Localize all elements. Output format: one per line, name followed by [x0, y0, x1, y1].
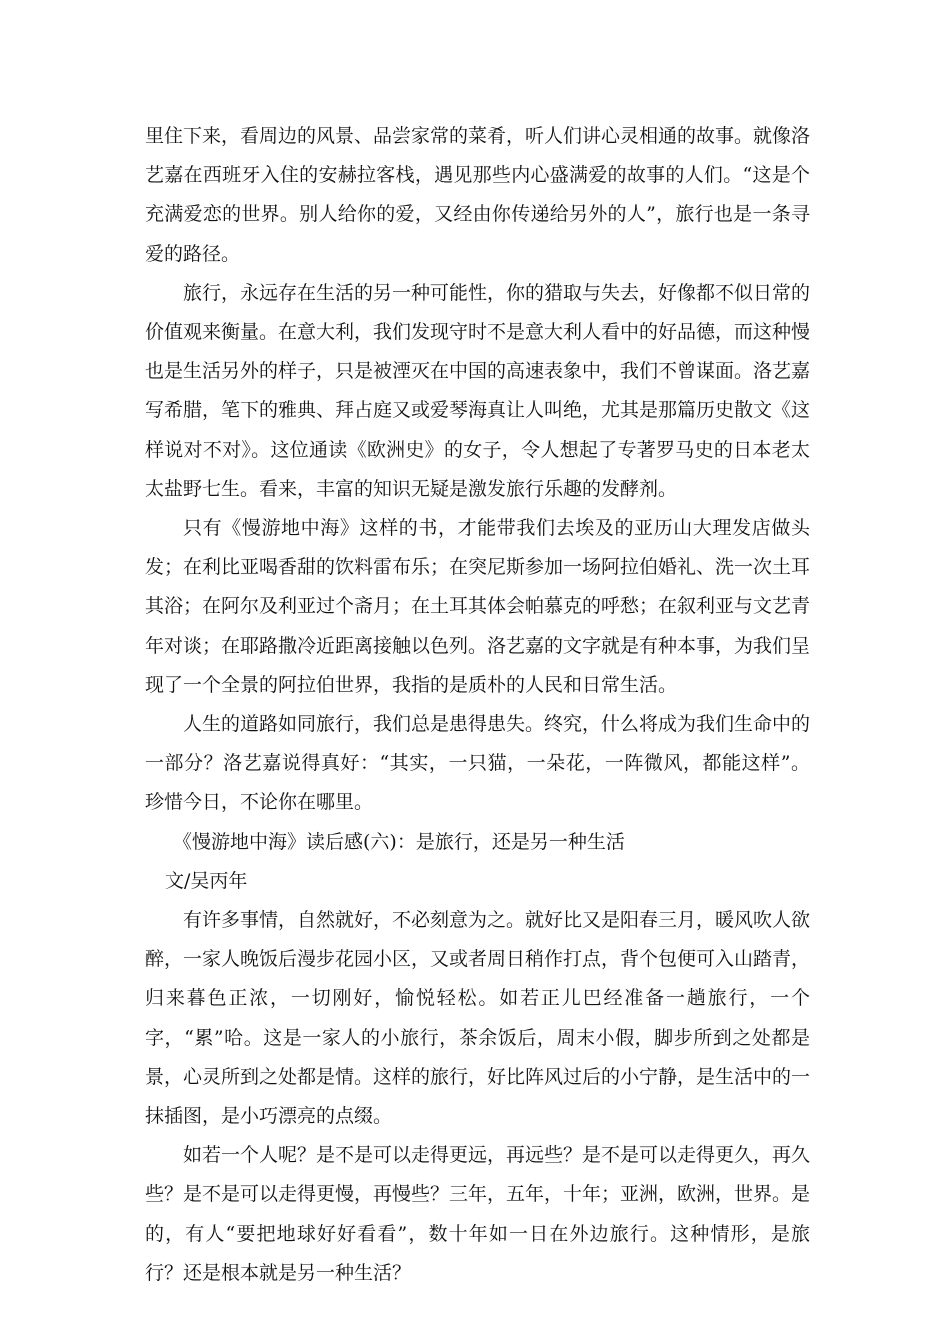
- paragraph-2: 旅行，永远存在生活的另一种可能性，你的猎取与失去，好像都不似日常的价值观来衡量。在意大利，我们发现守时不是意大利人看中的好品德，而这种慢也是生活另外的样子，只是被湮灭在中国的高速表象中，我们不曾谋面。洛艺嘉写希腊，笔下的雅典、拜占庭又或爱琴海真让人叫绝，尤其是那篇历史散文《这样说对不对》。这位通读《欧洲史》的女子，令人想起了专著罗马史的日本老太太盐野七生。看来，丰富的知识无疑是激发旅行乐趣的发酵剂。: [145, 281, 811, 500]
- paragraph-4: 人生的道路如同旅行，我们总是患得患失。终究，什么将成为我们生命中的一部分？洛艺嘉说得真好：“其实，一只猫，一朵花，一阵微风，都能这样”。珍惜今日，不论你在哪里。: [145, 713, 811, 814]
- paragraph-6: 如若一个人呢？是不是可以走得更远，再远些？是不是可以走得更久，再久些？是不是可以走得更慢，再慢些？三年，五年，十年；亚洲，欧洲，世界。是的，有人“要把地球好好看看”，数十年如一日在外边旅行。这种情形，是旅行？还是根本就是另一种生活？: [145, 1144, 811, 1284]
- paragraph-1: 里住下来，看周边的风景、品尝家常的菜肴，听人们讲心灵相通的故事。就像洛艺嘉在西班牙入住的安赫拉客栈，遇见那些内心盛满爱的故事的人们。“这是个充满爱恋的世界。别人给你的爱，又经由你传递给另外的人”，旅行也是一条寻爱的路径。: [145, 125, 811, 265]
- article-body: [145, 117, 810, 1293]
- paragraph-5: 有许多事情，自然就好，不必刻意为之。就好比又是阳春三月，暖风吹人欲醉，一家人晚饭后漫步花园小区，又或者周日稍作打点，背个包便可入山踏青，归来暮色正浓，一切刚好，愉悦轻松。如若正儿巴经准备一趟旅行，一个字，“累”哈。这是一家人的小旅行，茶余饭后，周末小假，脚步所到之处都是景，心灵所到之处都是情。这样的旅行，好比阵风过后的小宁静，是生活中的一抹插图，是小巧漂亮的点缀。: [145, 909, 811, 1128]
- article-author: 文/吴丙年: [165, 869, 248, 892]
- paragraph-3: 只有《慢游地中海》这样的书，才能带我们去埃及的亚历山大理发店做头发；在利比亚喝香甜的饮料雷布乐；在突尼斯参加一场阿拉伯婚礼、洗一次土耳其浴；在阿尔及利亚过个斋月；在土耳其体会帕慕克的呼愁；在叙利亚与文艺青年对谈；在耶路撒冷近距离接触以色列。洛艺嘉的文字就是有种本事，为我们呈现了一个全景的阿拉伯世界，我指的是质朴的人民和日常生活。: [145, 517, 811, 696]
- article-title: 《慢游地中海》读后感(六)：是旅行，还是另一种生活: [173, 830, 625, 853]
